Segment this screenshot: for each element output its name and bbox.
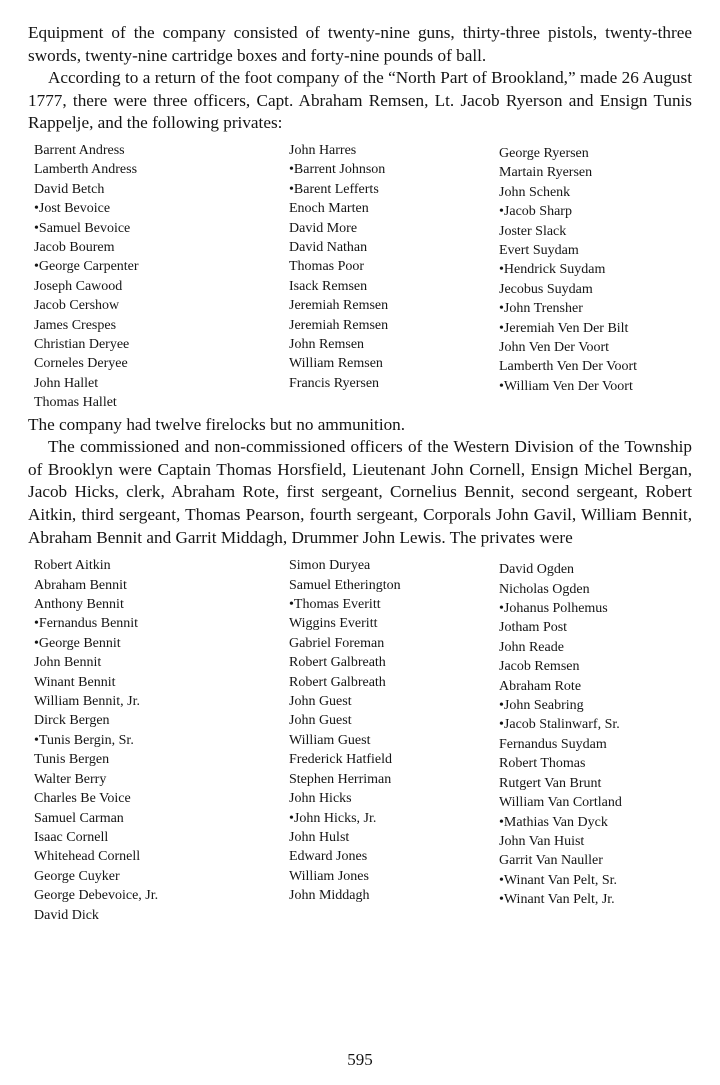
private-name: Robert Galbreath: [289, 674, 386, 690]
private-name: John Hulst: [289, 829, 350, 845]
private-name: John Bennit: [34, 655, 102, 671]
private-name: Lamberth Ven Der Voort: [499, 359, 638, 375]
private-name: David More: [289, 220, 358, 236]
private-name: Wiggins Everitt: [289, 616, 378, 632]
private-name: James Crespes: [34, 317, 117, 333]
paragraph-equipment: Equipment of the company consisted of twenty-nine guns, thirty-three pistols, twenty-three swords, twenty-nine cartridge boxes and forty-nine pounds of ball.: [28, 23, 692, 65]
private-name: David Dick: [34, 907, 99, 923]
private-name: William Guest: [289, 732, 371, 748]
private-name: •Johanus Polhemus: [499, 601, 608, 617]
private-name: Abraham Bennit: [34, 577, 127, 593]
private-name: •George Bennit: [34, 635, 121, 651]
name-column-1: [34, 141, 289, 413]
name-column-3: [499, 560, 622, 925]
private-name: Robert Aitkin: [34, 558, 111, 574]
name-column-1: [34, 556, 289, 925]
private-name: Stephen Herriman: [289, 771, 392, 787]
page-number: 595: [347, 1050, 373, 1069]
private-name: Barrent Andress: [34, 142, 125, 158]
private-name: Christian Deryee: [34, 337, 130, 353]
private-name: •John Seabring: [499, 698, 584, 714]
private-name: Gabriel Foreman: [289, 635, 385, 651]
private-name: Jotham Post: [499, 620, 568, 636]
private-name: Lamberth Andress: [34, 162, 138, 178]
private-name: Thomas Poor: [289, 259, 365, 275]
private-name: Jacob Cershow: [34, 298, 120, 314]
private-name: •John Trensher: [499, 301, 583, 317]
private-name: •Jacob Sharp: [499, 204, 572, 220]
private-name: John Guest: [289, 694, 352, 710]
private-name: Jacob Remsen: [499, 659, 580, 675]
private-name: •Jost Bevoice: [34, 201, 111, 217]
paragraph-firelocks: The company had twelve firelocks but no ammunition.: [28, 414, 406, 434]
private-name: John Reade: [499, 639, 564, 655]
private-name: John Van Huist: [499, 833, 585, 849]
private-name: William Bennit, Jr.: [34, 694, 140, 710]
private-name: John Guest: [289, 713, 352, 729]
private-name: Robert Thomas: [499, 756, 586, 772]
private-name: Samuel Carman: [34, 810, 124, 826]
private-name: •Winant Van Pelt, Jr.: [499, 892, 615, 908]
private-name: Nicholas Ogden: [499, 581, 590, 597]
private-name: Joster Slack: [499, 223, 567, 239]
north-part-privates-list: [34, 141, 692, 413]
private-name: Enoch Marten: [289, 201, 369, 217]
paragraph-return-1777: According to a return of the foot company of the “North Part of Brookland,” made 26 August 1777, there were three officers, Capt. Abraham Remsen, Lt. Jacob Ryerson and Ensign Tunis Rappelje, and the following privates:: [28, 68, 692, 133]
private-name: William Van Cortland: [499, 795, 622, 811]
private-name: •Winant Van Pelt, Sr.: [499, 872, 618, 888]
private-name: Isack Remsen: [289, 278, 368, 294]
private-name: Joseph Cawood: [34, 278, 123, 294]
private-name: John Hallet: [34, 375, 99, 391]
private-name: Anthony Bennit: [34, 597, 124, 613]
private-name: Abraham Rote: [499, 678, 582, 694]
paragraph-western-division: The commissioned and non-commissioned officers of the Western Division of the Township of Brooklyn were Captain Thomas Horsfield, Lieutenant John Cornell, Ensign Michel Bergan, Jacob Hicks, clerk, Abraham Rote, first sergeant, Cornelius Bennit, second sergeant, Robert Aitkin, third sergeant, Thomas Pearson, fourth sergeant, Corporals John Gavil, William Bennit, Abraham Bennit and Garrit Middagh, Drummer John Lewis. The privates were: [28, 437, 692, 547]
private-name: Evert Suydam: [499, 243, 579, 258]
private-name: •Mathias Van Dyck: [499, 814, 608, 830]
private-name: •Samuel Bevoice: [34, 220, 131, 236]
name-column-2: [289, 556, 499, 925]
private-name: Dirck Bergen: [34, 713, 110, 729]
private-name: Martain Ryersen: [499, 165, 593, 181]
private-name: •Jeremiah Ven Der Bilt: [499, 320, 629, 336]
private-name: John Remsen: [289, 337, 365, 353]
private-name: Samuel Etherington: [289, 577, 401, 593]
private-name: •Barent Lefferts: [289, 181, 379, 197]
private-name: Charles Be Voice: [34, 791, 131, 807]
private-name: Robert Galbreath: [289, 655, 386, 671]
private-name: Corneles Deryee: [34, 356, 128, 372]
private-name: Jeremiah Remsen: [289, 317, 389, 333]
name-column-2: [289, 141, 499, 413]
private-name: •Fernandus Bennit: [34, 616, 139, 632]
private-name: Edward Jones: [289, 849, 368, 865]
private-name: David Betch: [34, 181, 105, 197]
private-name: Isaac Cornell: [34, 829, 109, 845]
private-name: Tunis Bergen: [34, 752, 110, 768]
private-name: John Middagh: [289, 888, 370, 904]
private-name: Jacob Bourem: [34, 240, 115, 255]
private-name: Rutgert Van Brunt: [499, 775, 602, 791]
private-name: David Nathan: [289, 240, 368, 255]
private-name: Jecobus Suydam: [499, 281, 593, 297]
private-name: George Cuyker: [34, 868, 120, 884]
private-name: Walter Berry: [34, 771, 107, 787]
private-name: Winant Bennit: [34, 674, 116, 690]
private-name: Thomas Hallet: [34, 395, 117, 411]
private-name: Garrit Van Nauller: [499, 853, 603, 869]
private-name: •Hendrick Suydam: [499, 262, 606, 278]
private-name: •Thomas Everitt: [289, 597, 381, 613]
western-division-privates-list: [34, 556, 692, 925]
private-name: John Harres: [289, 142, 357, 158]
private-name: Fernandus Suydam: [499, 736, 607, 752]
private-name: William Jones: [289, 868, 369, 884]
name-column-3: [499, 144, 637, 413]
private-name: David Ogden: [499, 562, 575, 578]
private-name: •Tunis Bergin, Sr.: [34, 732, 134, 748]
private-name: William Remsen: [289, 356, 383, 372]
private-name: John Schenk: [499, 184, 571, 200]
private-name: George Ryersen: [499, 145, 589, 161]
private-name: George Debevoice, Jr.: [34, 888, 159, 904]
private-name: •William Ven Der Voort: [499, 378, 633, 394]
page-body: [28, 22, 692, 925]
private-name: Whitehead Cornell: [34, 849, 141, 865]
private-name: Francis Ryersen: [289, 375, 380, 391]
private-name: •Jacob Stalinwarf, Sr.: [499, 717, 620, 733]
private-name: Jeremiah Remsen: [289, 298, 389, 314]
private-name: •George Carpenter: [34, 259, 139, 275]
private-name: John Hicks: [289, 791, 352, 807]
private-name: Frederick Hatfield: [289, 752, 393, 768]
private-name: Simon Duryea: [289, 558, 371, 574]
private-name: •Barrent Johnson: [289, 162, 386, 178]
private-name: John Ven Der Voort: [499, 340, 610, 356]
private-name: •John Hicks, Jr.: [289, 810, 377, 826]
